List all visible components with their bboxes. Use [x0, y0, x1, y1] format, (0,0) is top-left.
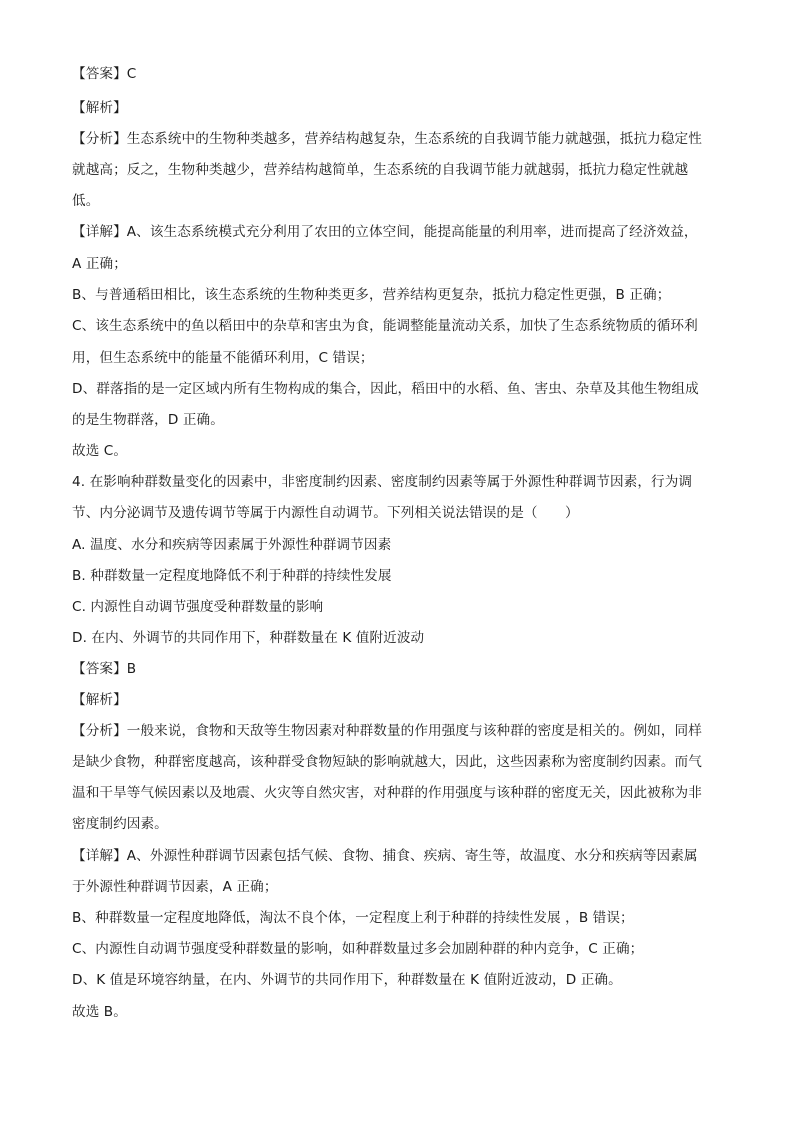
- xiangjie-tag: 【详解】: [72, 224, 127, 240]
- q3-detail-line-6: D、群落指的是一定区域内所有生物构成的集合，因此，稻田中的水稻、鱼、害虫、杂草及其他生物组成: [72, 381, 699, 397]
- fenxi-text: 生态系统中的生物种类越多，营养结构越复杂，生态系统的自我调节能力就越强，抵抗力稳定性: [126, 131, 702, 147]
- q4-conclusion: 故选 B。: [72, 1004, 127, 1020]
- fenxi-text: 一般来说，食物和天敌等生物因素对种群数量的作用强度与该种群的密度是相关的。例如，同样: [126, 723, 702, 739]
- q4-option-a: A. 温度、水分和疾病等因素属于外源性种群调节因素: [72, 537, 392, 553]
- q4-option-b: B. 种群数量一定程度地降低不利于种群的持续性发展: [72, 568, 392, 584]
- q3-detail-line-4: C、该生态系统中的鱼以稻田中的杂草和害虫为食，能调整能量流动关系，加快了生态系统物质的循环利: [72, 318, 698, 334]
- q4-fenxi-line-1: [72, 721, 722, 741]
- fenxi-tag: 【分析】: [72, 723, 127, 739]
- q4-answer-line: [72, 659, 722, 679]
- q4-detail-line-2: 于外源性种群调节因素，A 正确；: [72, 879, 278, 895]
- q4-option-d: D. 在内、外调节的共同作用下，种群数量在 K 值附近波动: [72, 630, 425, 646]
- q4-detail-line-4: C、内源性自动调节强度受种群数量的影响，如种群数量过多会加剧种群的种内竞争，C 正确；: [72, 941, 644, 957]
- q4-fenxi-line-2: 是缺少食物，种群密度越高，该种群受食物短缺的影响就越大，因此，这些因素称为密度制约因素。而气: [72, 754, 702, 770]
- q4-stem-line-1: 4. 在影响种群数量变化的因素中，非密度制约因素、密度制约因素等属于外源性种群调节因素，行为调: [72, 474, 693, 490]
- fenxi-tag: 【分析】: [72, 131, 127, 147]
- q3-conclusion: 故选 C。: [72, 443, 128, 459]
- q3-fenxi-line-2: 就越高；反之，生物种类越少，营养结构越简单，生态系统的自我调节能力就越弱，抵抗力稳定性就越: [72, 162, 689, 178]
- q4-detail-line-1: [72, 846, 722, 866]
- q3-analysis-tag: 【解析】: [72, 100, 127, 116]
- q3-detail-line-7: 的是生物群落，D 正确。: [72, 412, 224, 428]
- q4-fenxi-line-3: 温和干旱等气候因素以及地震、火灾等自然灾害，对种群的作用强度与该种群的密度无关，因此被称为非: [72, 785, 702, 801]
- q4-analysis-tag: 【解析】: [72, 692, 127, 708]
- q4-option-c: C. 内源性自动调节强度受种群数量的影响: [72, 599, 324, 615]
- detail-text: A、外源性种群调节因素包括气候、食物、捕食、疾病、寄生等，故温度、水分和疾病等因素属: [126, 848, 698, 864]
- q3-detail-line-2: A 正确；: [72, 256, 127, 272]
- q4-detail-line-3: B、种群数量一定程度地降低，淘汰不良个体，一定程度上利于种群的持续性发展 ，B 错误；: [72, 910, 634, 926]
- q4-detail-line-5: D、K 值是环境容纳量，在内、外调节的共同作用下，种群数量在 K 值附近波动，D 正确。: [72, 972, 622, 988]
- answer-value: C: [126, 66, 137, 82]
- answer-value: B: [126, 661, 137, 677]
- answer-tag: 【答案】: [72, 661, 127, 677]
- q3-detail-line-5: 用，但生态系统中的能量不能循环利用，C 错误；: [72, 350, 374, 366]
- xiangjie-tag: 【详解】: [72, 848, 127, 864]
- q3-detail-line-3: B、与普通稻田相比，该生态系统的生物种类更多，营养结构更复杂，抵抗力稳定性更强，B 正确；: [72, 287, 671, 303]
- q3-fenxi-line-3: 低。: [72, 193, 100, 209]
- detail-text: A、该生态系统模式充分利用了农田的立体空间，能提高能量的利用率，进而提高了经济效益，: [126, 224, 698, 240]
- answer-tag: 【答案】: [72, 66, 127, 82]
- q4-stem-line-2: 节、内分泌调节及遗传调节等属于内源性自动调节。下列相关说法错误的是（ ）: [72, 505, 579, 521]
- q3-fenxi-line-1: [72, 129, 722, 149]
- q3-answer-line: [72, 64, 722, 84]
- q4-fenxi-line-4: 密度制约因素。: [72, 816, 168, 832]
- q3-detail-line-1: [72, 222, 722, 242]
